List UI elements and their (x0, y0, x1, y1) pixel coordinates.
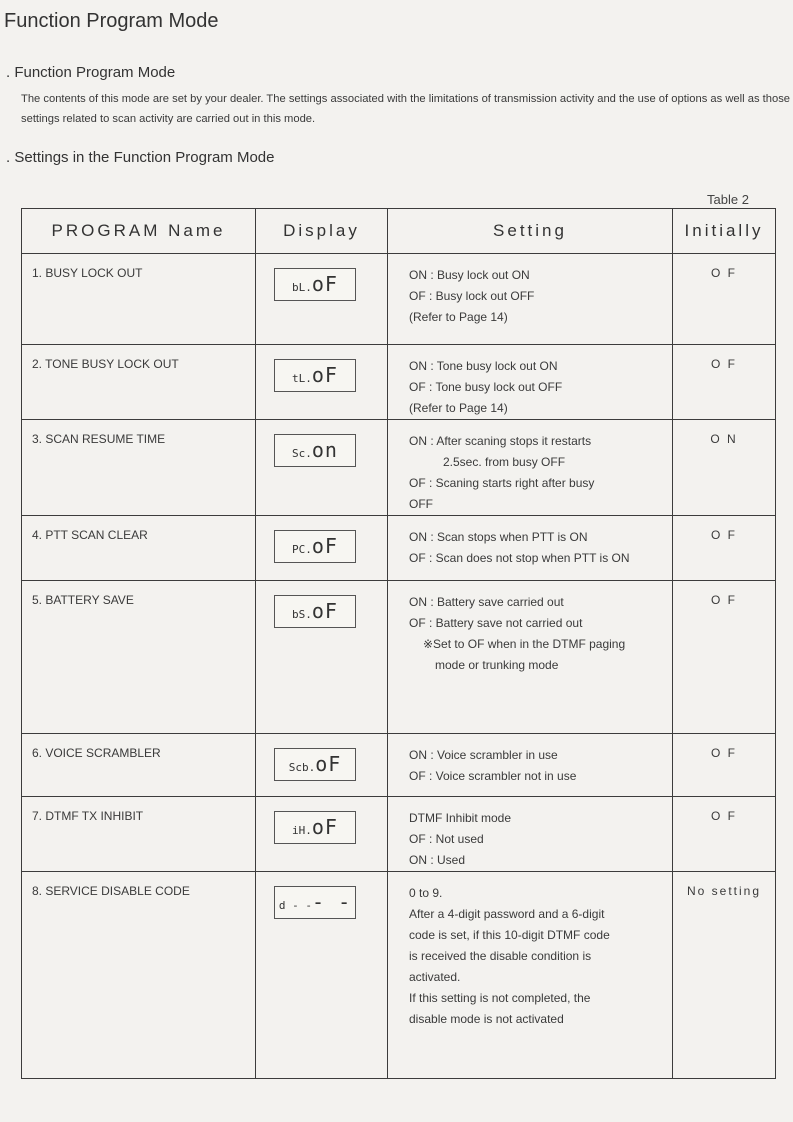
setting-line: If this setting is not completed, the (409, 991, 591, 1005)
setting-line: OF : Battery save not carried out (409, 616, 583, 630)
lcd-display (274, 886, 356, 919)
table-row (22, 581, 776, 734)
table-row (22, 516, 776, 581)
setting-line: ON : Scan stops when PTT is ON (409, 530, 588, 544)
program-name-cell: 4. PTT SCAN CLEAR (22, 516, 256, 581)
setting-line: ON : Voice scrambler in use (409, 748, 558, 762)
lcd-prefix: Sc. (292, 447, 312, 460)
lcd-display (274, 811, 356, 844)
setting-line: activated. (409, 970, 461, 984)
lcd-value: oF (311, 272, 338, 296)
table-row (22, 797, 776, 872)
lcd-prefix: bS. (292, 608, 312, 621)
setting-line: OF : Scaning starts right after busy (409, 476, 595, 490)
setting-cell (388, 581, 673, 734)
display-cell (256, 345, 388, 420)
setting-cell (388, 345, 673, 420)
table-row (22, 254, 776, 345)
setting-cell (388, 797, 673, 872)
display-cell (256, 581, 388, 734)
lcd-prefix: PC. (292, 543, 312, 556)
display-cell (256, 734, 388, 797)
setting-line: After a 4-digit password and a 6-digit (409, 907, 605, 921)
setting-line: OF : Voice scrambler not in use (409, 769, 577, 783)
lcd-display (274, 268, 356, 301)
display-cell (256, 420, 388, 516)
program-name-cell: 6. VOICE SCRAMBLER (22, 734, 256, 797)
display-cell (256, 254, 388, 345)
setting-line: (Refer to Page 14) (409, 401, 508, 415)
setting-line: code is set, if this 10-digit DTMF code (409, 928, 610, 942)
lcd-display (274, 434, 356, 467)
setting-cell (388, 872, 673, 1079)
display-cell (256, 872, 388, 1079)
lcd-prefix: tL. (292, 372, 312, 385)
setting-line: (Refer to Page 14) (409, 310, 508, 324)
lcd-value: - - (312, 890, 352, 914)
table-row (22, 420, 776, 516)
setting-line: OF : Tone busy lock out OFF (409, 380, 563, 394)
display-cell (256, 797, 388, 872)
table-caption: Table 2 (707, 192, 749, 207)
setting-line: ON : Tone busy lock out ON (409, 359, 558, 373)
setting-line: OF : Scan does not stop when PTT is ON (409, 551, 630, 565)
table-row (22, 734, 776, 797)
lcd-prefix: bL. (292, 281, 312, 294)
setting-line: 2.5sec. from busy OFF (443, 455, 566, 469)
program-name-cell: 3. SCAN RESUME TIME (22, 420, 256, 516)
lcd-value: oF (311, 534, 338, 558)
header-display: Display (256, 209, 388, 254)
settings-table (21, 208, 776, 1079)
setting-line: is received the disable condition is (409, 949, 592, 963)
setting-line: ON : Used (409, 853, 466, 867)
lcd-prefix: iH. (292, 824, 312, 837)
initial-value-cell: O F (673, 734, 776, 797)
program-name-cell: 1. BUSY LOCK OUT (22, 254, 256, 345)
table-row (22, 872, 776, 1079)
setting-line: OF : Not used (409, 832, 484, 846)
setting-line: DTMF Inhibit mode (409, 811, 512, 825)
setting-cell (388, 734, 673, 797)
initial-value-cell: O F (673, 581, 776, 734)
setting-line: ON : Busy lock out ON (409, 268, 530, 282)
initial-value-cell: O N (673, 420, 776, 516)
initial-value-cell: O F (673, 254, 776, 345)
lcd-value: oF (311, 599, 338, 623)
display-cell (256, 516, 388, 581)
setting-line: ON : After scaning stops it restarts (409, 434, 592, 448)
lcd-prefix: d - - (278, 899, 312, 912)
setting-cell (388, 516, 673, 581)
header-program-name: PROGRAM Name (22, 209, 256, 254)
initial-value-cell: O F (673, 345, 776, 420)
setting-cell (388, 420, 673, 516)
table-header-row (22, 209, 776, 254)
header-setting: Setting (388, 209, 673, 254)
initial-value-cell: O F (673, 516, 776, 581)
program-name-cell: 5. BATTERY SAVE (22, 581, 256, 734)
program-name-cell: 8. SERVICE DISABLE CODE (22, 872, 256, 1079)
header-initially: Initially (673, 209, 776, 254)
table-row (22, 345, 776, 420)
initial-value-cell: No setting (673, 872, 776, 1079)
lcd-display (274, 359, 356, 392)
lcd-display (274, 530, 356, 563)
page-title: Function Program Mode (4, 10, 219, 32)
setting-line: mode or trunking mode (435, 658, 559, 672)
lcd-value: oF (311, 363, 338, 387)
section-heading-settings: . Settings in the Function Program Mode (6, 149, 275, 166)
setting-cell (388, 254, 673, 345)
lcd-display (274, 595, 356, 628)
intro-paragraph: The contents of this mode are set by your dealer. The settings associated with the limitations of transmission activity and the use of options as well as those settings related to scan activity are carried out in this mode. (21, 93, 791, 125)
setting-line: OF : Busy lock out OFF (409, 289, 535, 303)
lcd-display (274, 748, 356, 781)
setting-line: ※Set to OF when in the DTMF paging (423, 637, 626, 651)
setting-line: 0 to 9. (409, 886, 443, 900)
lcd-prefix: Scb. (288, 761, 316, 774)
setting-line: OFF (409, 497, 433, 511)
program-name-cell: 7. DTMF TX INHIBIT (22, 797, 256, 872)
setting-line: disable mode is not activated (409, 1012, 564, 1026)
initial-value-cell: O F (673, 797, 776, 872)
lcd-value: on (311, 438, 338, 462)
lcd-value: oF (311, 815, 338, 839)
section-heading-function-program-mode: . Function Program Mode (6, 64, 176, 81)
setting-line: ON : Battery save carried out (409, 595, 564, 609)
program-name-cell: 2. TONE BUSY LOCK OUT (22, 345, 256, 420)
lcd-value: oF (315, 752, 342, 776)
